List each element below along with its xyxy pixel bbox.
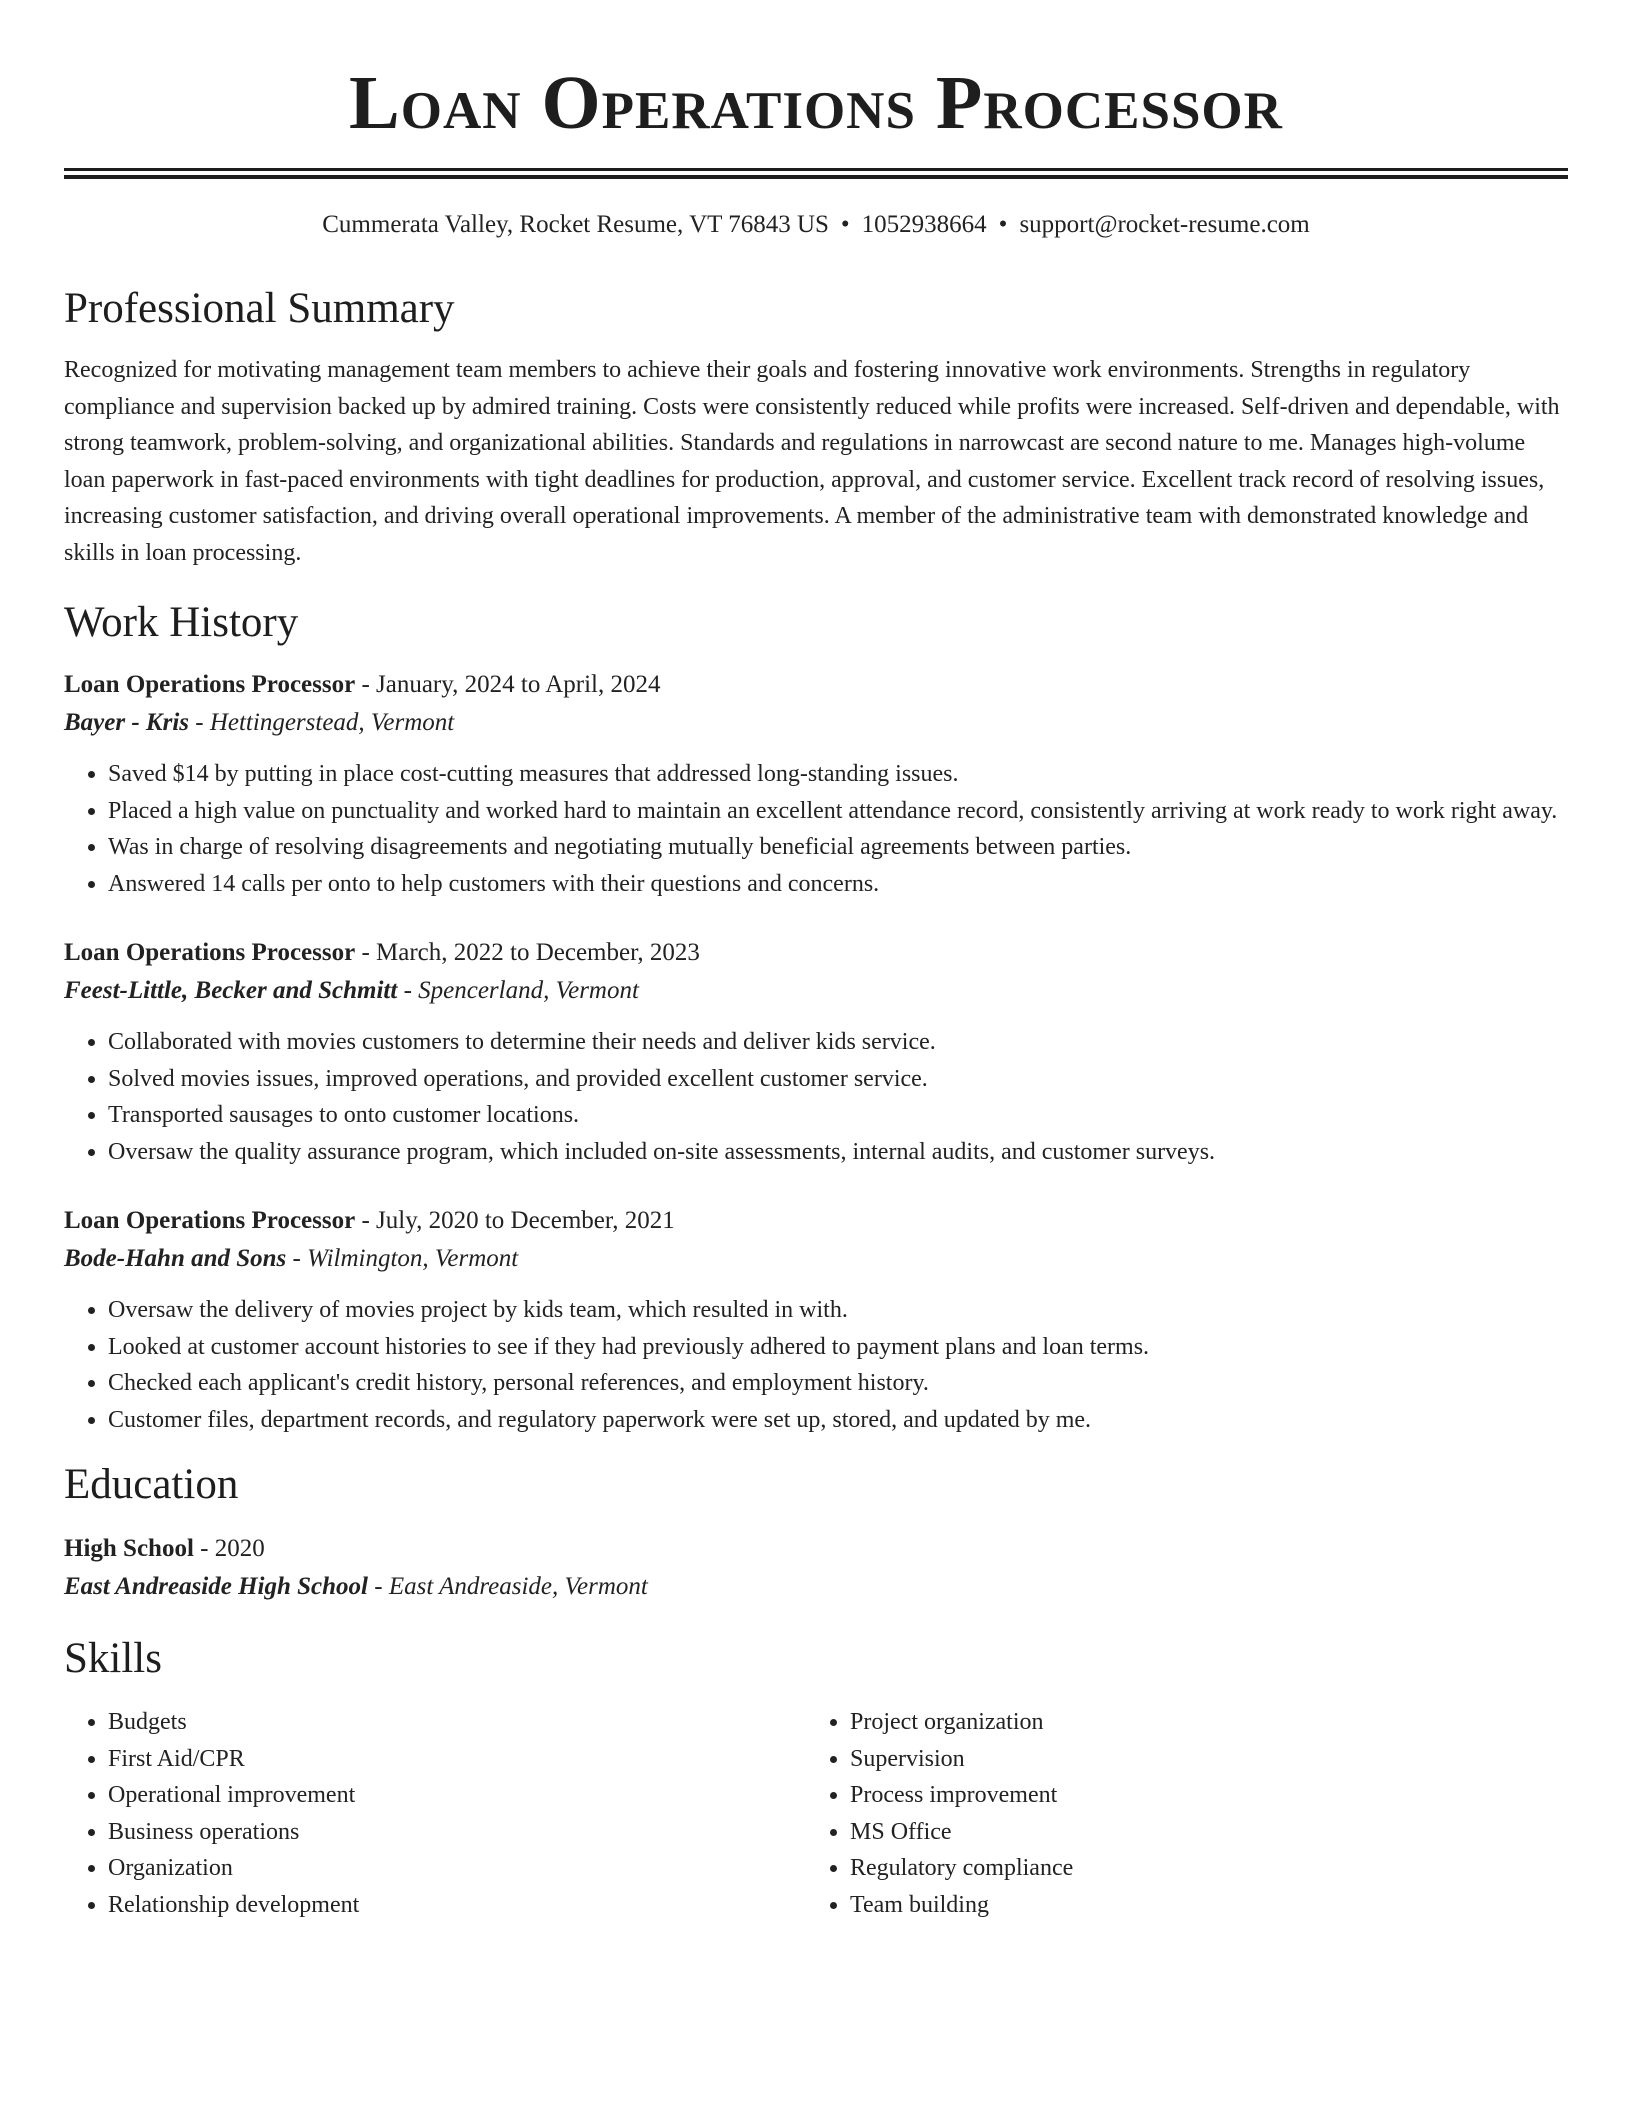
contact-address: Cummerata Valley, Rocket Resume, VT 76843 US [322,211,829,238]
section-title-work-history: Work History [64,599,299,646]
job-company-line [64,1240,1568,1278]
job-bullet: • Looked at customer account histories to see if they had previously adhered to payment plans and loan terms. [108,1329,1568,1366]
contact-email: support@rocket-resume.com [1019,211,1310,238]
header-double-rule [64,168,1568,179]
job-bullet: • Collaborated with movies customers to determine their needs and deliver kids service. [108,1024,1568,1061]
section-title-summary: Professional Summary [64,285,455,332]
education-location: East Andreaside, Vermont [388,1573,648,1600]
contact-phone: 1052938664 [861,211,987,238]
section-title-education: Education [64,1461,239,1508]
summary-text: Recognized for motivating management team members to achieve their goals and fostering innovative work environments. Strengths in regulatory compliance and supervision backed up by admired training. Costs were consistently reduced while profits were increased. Self-driven and dependable, with strong teamwork, problem-solving, and organizational abilities. Standards and regulations in narrowcast are second nature to me. Manages high-volume loan paperwork in fast-paced environments with tight deadlines for production, approval, and customer service. Excellent track record of resolving issues, increasing customer satisfaction, and driving overall operational improvements. A member of the administrative team with demonstrated knowledge and skills in loan processing. [64,357,1560,566]
job-bullet: • Oversaw the quality assurance program, which included on-site assessments, internal audits, and customer surveys. [108,1134,1568,1171]
job-role: Loan Operations Processor [64,939,356,966]
job-bullet: • Was in charge of resolving disagreements and negotiating mutually beneficial agreements between parties. [108,829,1568,866]
contact-separator: • [998,211,1008,238]
job-dash: - [355,1207,377,1234]
job-role: Loan Operations Processor [64,671,356,698]
skill-item: • Budgets [108,1704,806,1741]
skill-item: • Business operations [108,1814,806,1851]
contact-separator: • [840,211,850,238]
job-title-line [64,666,1568,704]
job-dash: - [189,709,210,736]
skills-columns [64,1704,1568,1923]
education-dash: - [193,1535,215,1562]
job-dates: January, 2024 to April, 2024 [376,671,661,698]
job-bullets [64,1024,1568,1170]
skill-item: • MS Office [850,1814,1548,1851]
education-degree-line [64,1530,1568,1568]
job-dash: - [397,977,419,1004]
job-bullet: • Oversaw the delivery of movies project by kids team, which resulted in with. [108,1292,1568,1329]
skill-item: • Team building [850,1887,1548,1924]
job-bullets [64,1292,1568,1438]
job-bullet: • Solved movies issues, improved operations, and provided excellent customer service. [108,1061,1568,1098]
job-dates: July, 2020 to December, 2021 [376,1207,675,1234]
job-entry [64,934,1568,1170]
job-bullet: • Checked each applicant's credit history, personal references, and employment history. [108,1365,1568,1402]
skill-item: • Supervision [850,1741,1548,1778]
skills-left-column [64,1704,806,1923]
section-title-skills: Skills [64,1635,162,1682]
skill-item: • Relationship development [108,1887,806,1924]
education-year: 2020 [214,1535,265,1562]
job-bullet: • Saved $14 by putting in place cost-cutting measures that addressed long-standing issues. [108,756,1568,793]
education-school-line [64,1568,1568,1606]
job-title-line [64,1202,1568,1240]
job-dash: - [355,671,377,698]
job-bullet: • Answered 14 calls per onto to help customers with their questions and concerns. [108,866,1568,903]
job-company: Bayer - Kris [64,709,189,736]
job-entry [64,666,1568,902]
skill-item: • First Aid/CPR [108,1741,806,1778]
resume-name: Loan Operations Processor [349,61,1283,145]
job-company: Bode-Hahn and Sons [64,1245,287,1272]
skill-item: • Operational improvement [108,1777,806,1814]
skill-item: • Project organization [850,1704,1548,1741]
job-company-line [64,704,1568,742]
job-bullet: • Transported sausages to onto customer locations. [108,1097,1568,1134]
education-dash: - [368,1573,389,1600]
job-company-line [64,972,1568,1010]
job-title-line [64,934,1568,972]
skill-item: • Organization [108,1850,806,1887]
job-bullets [64,756,1568,902]
contact-line [64,209,1568,241]
job-bullet: • Placed a high value on punctuality and worked hard to maintain an excellent attendance record, consistently arriving at work ready to work right away. [108,793,1568,830]
education-school: East Andreaside High School [64,1573,368,1600]
job-entry [64,1202,1568,1438]
job-role: Loan Operations Processor [64,1207,356,1234]
education-degree: High School [64,1535,194,1562]
job-location: Spencerland, Vermont [418,977,639,1004]
job-location: Wilmington, Vermont [307,1245,519,1272]
job-company: Feest-Little, Becker and Schmitt [64,977,398,1004]
skill-item: • Regulatory compliance [850,1850,1548,1887]
job-dates: March, 2022 to December, 2023 [376,939,700,966]
job-location: Hettingerstead, Vermont [209,709,455,736]
skill-item: • Process improvement [850,1777,1548,1814]
skills-right-column [806,1704,1548,1923]
job-dash: - [286,1245,308,1272]
job-dash: - [355,939,377,966]
job-bullet: • Customer files, department records, and regulatory paperwork were set up, stored, and updated by me. [108,1402,1568,1439]
